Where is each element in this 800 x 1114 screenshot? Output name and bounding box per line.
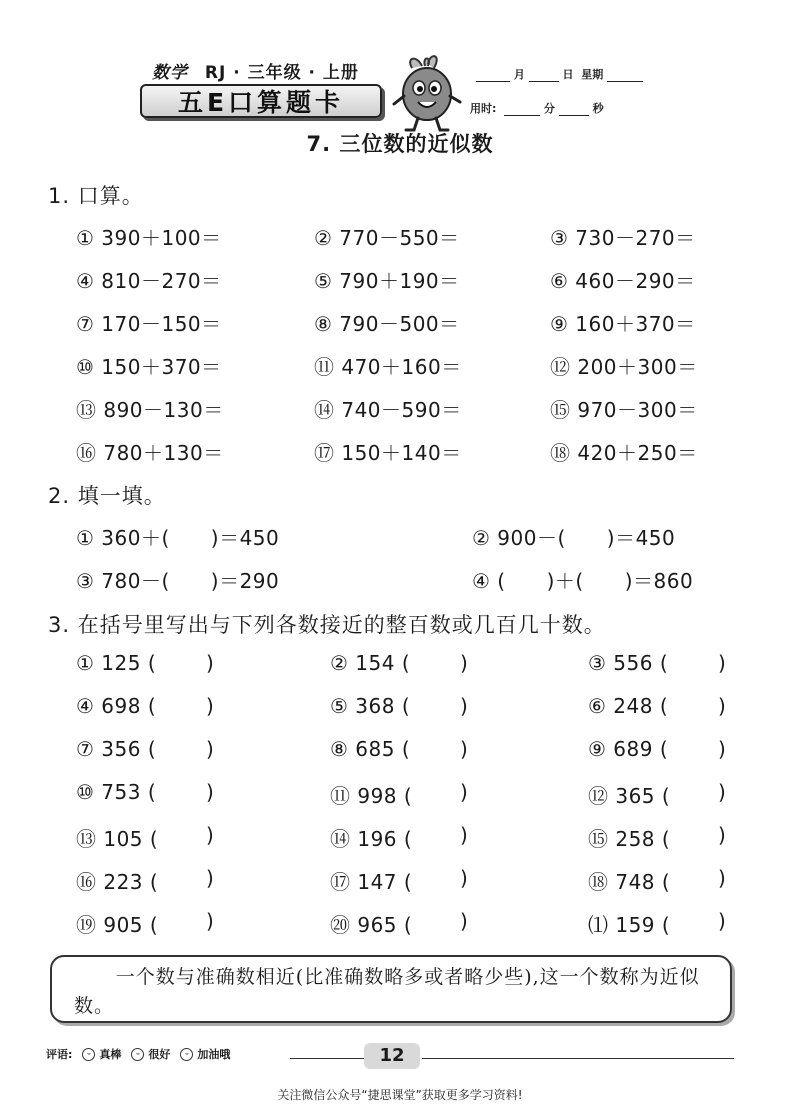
item-expression: 780＋130＝ (103, 441, 224, 465)
answer-paren-open[interactable]: ( (397, 913, 413, 937)
fill-blank-item[interactable] (472, 522, 675, 551)
item-expression: 360＋( )＝450 (101, 526, 280, 550)
item-number-glyph: ① (76, 226, 102, 250)
item-number-glyph: ⑤ (314, 269, 340, 293)
approx-item (330, 780, 412, 809)
item-number-glyph: ⑮ (588, 827, 616, 851)
section1-heading: 1. 口算。 (48, 184, 144, 208)
day-label: 日 (562, 68, 574, 81)
item-number-glyph: ⑩ (76, 780, 102, 804)
item-number-glyph: ⑨ (550, 312, 576, 336)
item-expression: 150＋370＝ (101, 355, 222, 379)
oral-calc-item (314, 222, 460, 251)
oral-calc-item (76, 308, 222, 337)
item-expression: 390＋100＝ (101, 226, 222, 250)
answer-paren-open[interactable]: ( (140, 780, 157, 804)
item-number-glyph: ⑨ (588, 737, 614, 761)
oral-calc-item (76, 265, 222, 294)
oral-calc-item (314, 394, 462, 423)
item-number-glyph: ⑯ (76, 870, 104, 894)
time-label: 用时: (470, 102, 497, 115)
oral-calc-item (550, 308, 696, 337)
answer-paren-close[interactable]: ) (206, 823, 215, 847)
date-line (476, 66, 643, 82)
approx-item (588, 823, 670, 852)
item-value: 356 (101, 737, 141, 761)
answer-paren-close[interactable]: ) (460, 651, 469, 675)
item-expression: 970－300＝ (577, 398, 698, 422)
approx-item (588, 694, 668, 718)
answer-paren-close[interactable]: ) (718, 737, 727, 761)
answer-paren-close[interactable]: ) (460, 823, 469, 847)
footer-evaluation (46, 1046, 230, 1062)
item-number-glyph: ③ (588, 651, 614, 675)
item-number-glyph: ③ (76, 569, 102, 593)
item-number-glyph: ⑭ (314, 398, 342, 422)
oral-calc-item (76, 351, 222, 380)
item-number-glyph: ⑭ (330, 827, 358, 851)
item-number-glyph: ④ (76, 694, 102, 718)
item-expression: 150＋140＝ (341, 441, 462, 465)
oral-calc-item (550, 351, 698, 380)
item-value: 196 (357, 827, 398, 851)
answer-paren-close[interactable]: ) (206, 737, 215, 761)
item-number-glyph: ⑬ (76, 398, 104, 422)
answer-paren-close[interactable]: ) (460, 694, 469, 718)
item-value: 905 (103, 913, 144, 937)
item-number-glyph: ① (76, 651, 102, 675)
answer-paren-close[interactable]: ) (718, 694, 727, 718)
weekday-blank[interactable] (607, 70, 643, 82)
item-value: 748 (615, 870, 656, 894)
oral-calc-item (76, 394, 224, 423)
item-number-glyph: ⑮ (550, 398, 578, 422)
item-number-glyph: ⑫ (588, 784, 616, 808)
approx-item (330, 651, 410, 675)
item-number-glyph: ⑯ (76, 441, 104, 465)
item-number-glyph: ④ (76, 269, 102, 293)
item-number-glyph: ② (314, 226, 340, 250)
seconds-label: 秒 (592, 102, 604, 115)
answer-paren-open[interactable]: ( (397, 870, 413, 894)
day-blank[interactable] (529, 70, 559, 82)
item-expression: 900－( )＝450 (497, 526, 676, 550)
fill-blank-item[interactable] (76, 522, 279, 551)
answer-paren-open[interactable]: ( (140, 694, 157, 718)
answer-paren-close[interactable]: ) (718, 780, 727, 804)
answer-paren-open[interactable]: ( (397, 827, 413, 851)
seconds-blank[interactable] (559, 104, 589, 116)
answer-paren-open[interactable]: ( (655, 913, 671, 937)
answer-paren-close[interactable]: ) (718, 823, 727, 847)
item-expression: 780－( )＝290 (101, 569, 280, 593)
item-number-glyph: ⑤ (330, 694, 356, 718)
item-value: 698 (101, 694, 141, 718)
item-expression: 730－270＝ (575, 226, 696, 250)
item-value: 368 (355, 694, 395, 718)
approx-item (588, 651, 668, 675)
item-number-glyph: ⑥ (550, 269, 576, 293)
item-number-glyph: ⑰ (314, 441, 342, 465)
item-number-glyph: ⑦ (76, 312, 102, 336)
item-number-glyph: ⑫ (550, 355, 578, 379)
answer-paren-close[interactable]: ) (460, 737, 469, 761)
answer-paren-close[interactable]: ) (718, 866, 727, 890)
section3-heading: 3. 在括号里写出与下列各数接近的整百数或几百几十数。 (48, 613, 606, 637)
item-number-glyph: ② (472, 526, 498, 550)
approx-item (588, 780, 670, 809)
minutes-label: 分 (543, 102, 555, 115)
month-blank[interactable] (476, 70, 510, 82)
item-value: 685 (355, 737, 395, 761)
oral-calc-item (550, 265, 696, 294)
mascot-icon (392, 52, 462, 132)
approx-item (76, 909, 158, 938)
item-number-glyph: ⑲ (76, 913, 104, 937)
item-value: 159 (615, 913, 656, 937)
approx-item (76, 866, 158, 895)
oral-calc-item (314, 265, 460, 294)
fill-blank-item[interactable] (76, 565, 279, 594)
answer-paren-open[interactable]: ( (394, 694, 411, 718)
answer-paren-close[interactable]: ) (460, 780, 469, 804)
item-number-glyph: ① (76, 526, 102, 550)
minutes-blank[interactable] (504, 104, 540, 116)
approx-item (76, 651, 156, 675)
oral-calc-item (314, 351, 462, 380)
approx-item (588, 866, 670, 895)
good-face-icon[interactable]: ᵕ (131, 1048, 144, 1061)
answer-paren-open[interactable]: ( (655, 827, 671, 851)
weekday-label: 星期 (581, 68, 604, 81)
item-number-glyph: ⑧ (314, 312, 340, 336)
great-face-icon[interactable]: ᵕ (82, 1048, 95, 1061)
answer-paren-open[interactable]: ( (655, 870, 671, 894)
answer-paren-close[interactable]: ) (718, 651, 727, 675)
approx-item (588, 909, 670, 938)
answer-paren-open[interactable]: ( (140, 737, 157, 761)
answer-paren-open[interactable]: ( (394, 651, 411, 675)
answer-paren-open[interactable]: ( (140, 651, 157, 675)
approx-item (76, 780, 156, 804)
eval-cheer: 加油哦 (197, 1048, 231, 1061)
answer-paren-open[interactable]: ( (655, 784, 671, 808)
answer-paren-close[interactable]: ) (206, 651, 215, 675)
section2-heading: 2. 填一填。 (48, 484, 166, 508)
footer-divider-left (290, 1058, 364, 1059)
answer-paren-open[interactable]: ( (652, 737, 669, 761)
answer-paren-close[interactable]: ) (206, 780, 215, 804)
promo-text: 关注微信公众号“捷思课堂”获取更多学习资料! (277, 1088, 523, 1102)
item-expression: 460－290＝ (575, 269, 696, 293)
item-value: 689 (613, 737, 653, 761)
oral-calc-item (550, 437, 698, 466)
item-expression: 200＋300＝ (577, 355, 698, 379)
approx-item (76, 823, 158, 852)
item-value: 154 (355, 651, 395, 675)
item-value: 965 (357, 913, 398, 937)
item-expression: 790＋190＝ (339, 269, 460, 293)
item-number-glyph: ⑬ (76, 827, 104, 851)
page-number: 12 (364, 1043, 420, 1069)
answer-paren-open[interactable]: ( (652, 694, 669, 718)
answer-paren-open[interactable]: ( (143, 913, 159, 937)
answer-paren-open[interactable]: ( (394, 737, 411, 761)
item-value: 105 (103, 827, 144, 851)
approx-item (330, 737, 410, 761)
oral-calc-item (314, 437, 462, 466)
item-number-glyph: ④ (472, 569, 498, 593)
item-expression: 770－550＝ (339, 226, 460, 250)
item-number-glyph: ⑱ (550, 441, 578, 465)
item-value: 556 (613, 651, 653, 675)
approx-item (588, 737, 668, 761)
item-number-glyph: ⑪ (330, 784, 358, 808)
concept-box: 一个数与准确数相近(比准确数略多或者略少些),这一个数称为近似数。 (50, 955, 732, 1023)
eval-great: 真棒 (99, 1048, 122, 1061)
item-expression: 470＋160＝ (341, 355, 462, 379)
edition-label: RJ · 三年级 · 上册 (204, 63, 359, 83)
approx-item (76, 737, 156, 761)
oral-calc-item (550, 222, 696, 251)
cheer-face-icon[interactable]: ᵕ (180, 1048, 193, 1061)
item-number-glyph: ⑧ (330, 737, 356, 761)
approx-item (330, 694, 410, 718)
item-value: 248 (613, 694, 653, 718)
oral-calc-item (314, 308, 460, 337)
answer-paren-close[interactable]: ) (206, 909, 215, 933)
item-expression: 810－270＝ (101, 269, 222, 293)
oral-calc-item (76, 222, 222, 251)
item-number-glyph: ⑴ (588, 913, 616, 937)
item-value: 147 (357, 870, 398, 894)
month-label: 月 (513, 68, 525, 81)
answer-paren-close[interactable]: ) (718, 909, 727, 933)
item-number-glyph: ⑦ (76, 737, 102, 761)
answer-paren-open[interactable]: ( (397, 784, 413, 808)
approx-item (330, 823, 412, 852)
item-expression: 790－500＝ (339, 312, 460, 336)
subject-line (152, 58, 359, 83)
item-number-glyph: ⑩ (76, 355, 102, 379)
item-number-glyph: ⑥ (588, 694, 614, 718)
item-number-glyph: ⑳ (330, 913, 358, 937)
oral-calc-item (550, 394, 698, 423)
item-value: 753 (101, 780, 141, 804)
fill-blank-item[interactable] (472, 565, 693, 594)
item-number-glyph: ⑪ (314, 355, 342, 379)
footer-divider-right (422, 1058, 734, 1059)
answer-paren-open[interactable]: ( (143, 870, 159, 894)
item-value: 998 (357, 784, 398, 808)
item-expression: 170－150＝ (101, 312, 222, 336)
answer-paren-open[interactable]: ( (652, 651, 669, 675)
item-expression: 740－590＝ (341, 398, 462, 422)
approx-item (76, 694, 156, 718)
item-expression: 890－130＝ (103, 398, 224, 422)
item-number-glyph: ② (330, 651, 356, 675)
item-value: 365 (615, 784, 656, 808)
answer-paren-open[interactable]: ( (143, 827, 159, 851)
item-expression: ( )＋( )＝860 (497, 569, 694, 593)
item-value: 258 (615, 827, 656, 851)
item-value: 223 (103, 870, 144, 894)
answer-paren-close[interactable]: ) (460, 909, 469, 933)
answer-paren-close[interactable]: ) (206, 866, 215, 890)
eval-label: 评语: (46, 1048, 73, 1061)
title-banner: 五E口算题卡 (140, 84, 382, 118)
lesson-title: 7. 三位数的近似数 (306, 132, 494, 156)
approx-item (330, 909, 412, 938)
item-expression: 160＋370＝ (575, 312, 696, 336)
approx-item (330, 866, 412, 895)
item-value: 125 (101, 651, 141, 675)
item-number-glyph: ⑰ (330, 870, 358, 894)
item-number-glyph: ③ (550, 226, 576, 250)
oral-calc-item (76, 437, 224, 466)
item-expression: 420＋250＝ (577, 441, 698, 465)
time-line (470, 100, 604, 116)
answer-paren-close[interactable]: ) (460, 866, 469, 890)
answer-paren-close[interactable]: ) (206, 694, 215, 718)
subject-label: 数学 (152, 63, 188, 83)
eval-good: 很好 (148, 1048, 171, 1061)
item-number-glyph: ⑱ (588, 870, 616, 894)
